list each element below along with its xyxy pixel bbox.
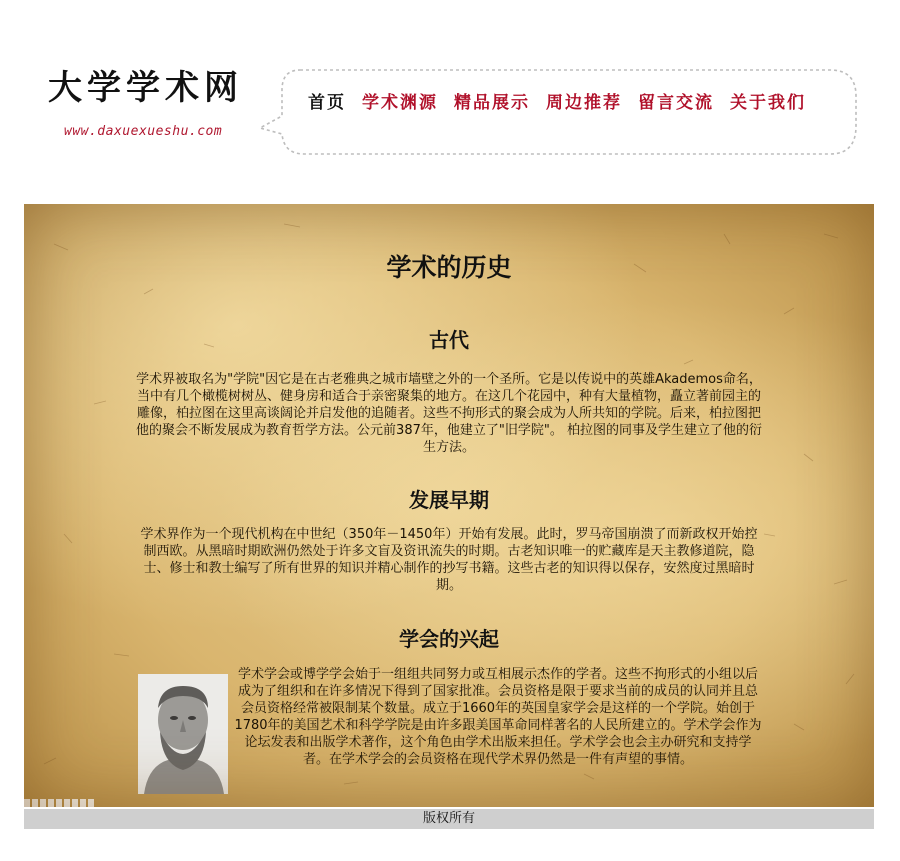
plato-bust-image <box>138 674 228 794</box>
nav-item-academic-origins[interactable]: 学术渊源 <box>362 93 438 113</box>
nav-item-guestbook[interactable]: 留言交流 <box>638 93 714 113</box>
nav-item-home[interactable]: 首页 <box>308 93 346 113</box>
site-logo-title[interactable]: 大学学术网 <box>48 68 243 108</box>
nav-item-about-us[interactable]: 关于我们 <box>730 93 806 113</box>
section-title-early: 发展早期 <box>409 488 489 512</box>
nav-speech-bubble <box>260 62 860 162</box>
page-title: 学术的历史 <box>386 253 512 282</box>
nav-item-featured[interactable]: 精品展示 <box>454 93 530 113</box>
bust-illustration <box>138 674 228 794</box>
section-text-early: 学术界作为一个现代机构在中世纪（350年－1450年）开始有发展。此时，罗马帝国崩溃了而新政权开始控制西欧。从黑暗时期欧洲仍然处于许多文盲及资讯流失的时期。古老知识唯一的贮藏库是天主教修道院，隐士、修士和教士编写了所有世界的知识并精心制作的抄写书籍。这些古老的知识得以保存，安然度过黑暗时期。 <box>140 527 758 593</box>
section-title-ancient: 古代 <box>429 328 469 352</box>
section-text-ancient: 学术界被取名为"学院"因它是在古老雅典之城市墙壁之外的一个圣所。它是以传说中的英雄Akademos命名，当中有几个橄榄树树丛、健身房和适合于亲密聚集的地方。在这几个花园中，种有大量植物，矗立著前园主的雕像，柏拉图在这里高谈阔论并启发他的追随者。这些不拘形式的聚会成为人所共知的学院。后来，柏拉图把他的聚会不断发展成为教育哲学方法。公元前387年，他建立了"旧学院"。 柏拉图的同事及学生建立了他的衍生方法。 <box>136 372 762 455</box>
main-nav <box>308 88 806 113</box>
nav-item-nearby[interactable]: 周边推荐 <box>546 93 622 113</box>
overflow-text-fragment <box>24 799 94 807</box>
section-title-societies: 学会的兴起 <box>399 627 499 651</box>
site-header <box>0 0 900 204</box>
site-footer: 版权所有 <box>24 809 874 829</box>
parchment-content <box>24 204 874 807</box>
section-text-societies: 学术学会或博学学会始于一组组共同努力或互相展示杰作的学者。这些不拘形式的小组以后成为了组织和在许多情况下得到了国家批准。会员资格是限于要求当前的成员的认同并且总会员资格经常被限制某个数量。成立于1660年的英国皇家学会是这样的一个学院。始创于1780年的美国艺术和科学学院是由许多跟美国革命同样著名的人民所建立的。学术学会作为论坛发表和出版学术著作，这个角色由学术出版来担任。学术学会也会主办研究和支持学者。在学术学会的会员资格在现代学术界仍然是一件有声望的事情。 <box>234 667 762 767</box>
site-url: www.daxuexueshu.com <box>64 124 223 139</box>
